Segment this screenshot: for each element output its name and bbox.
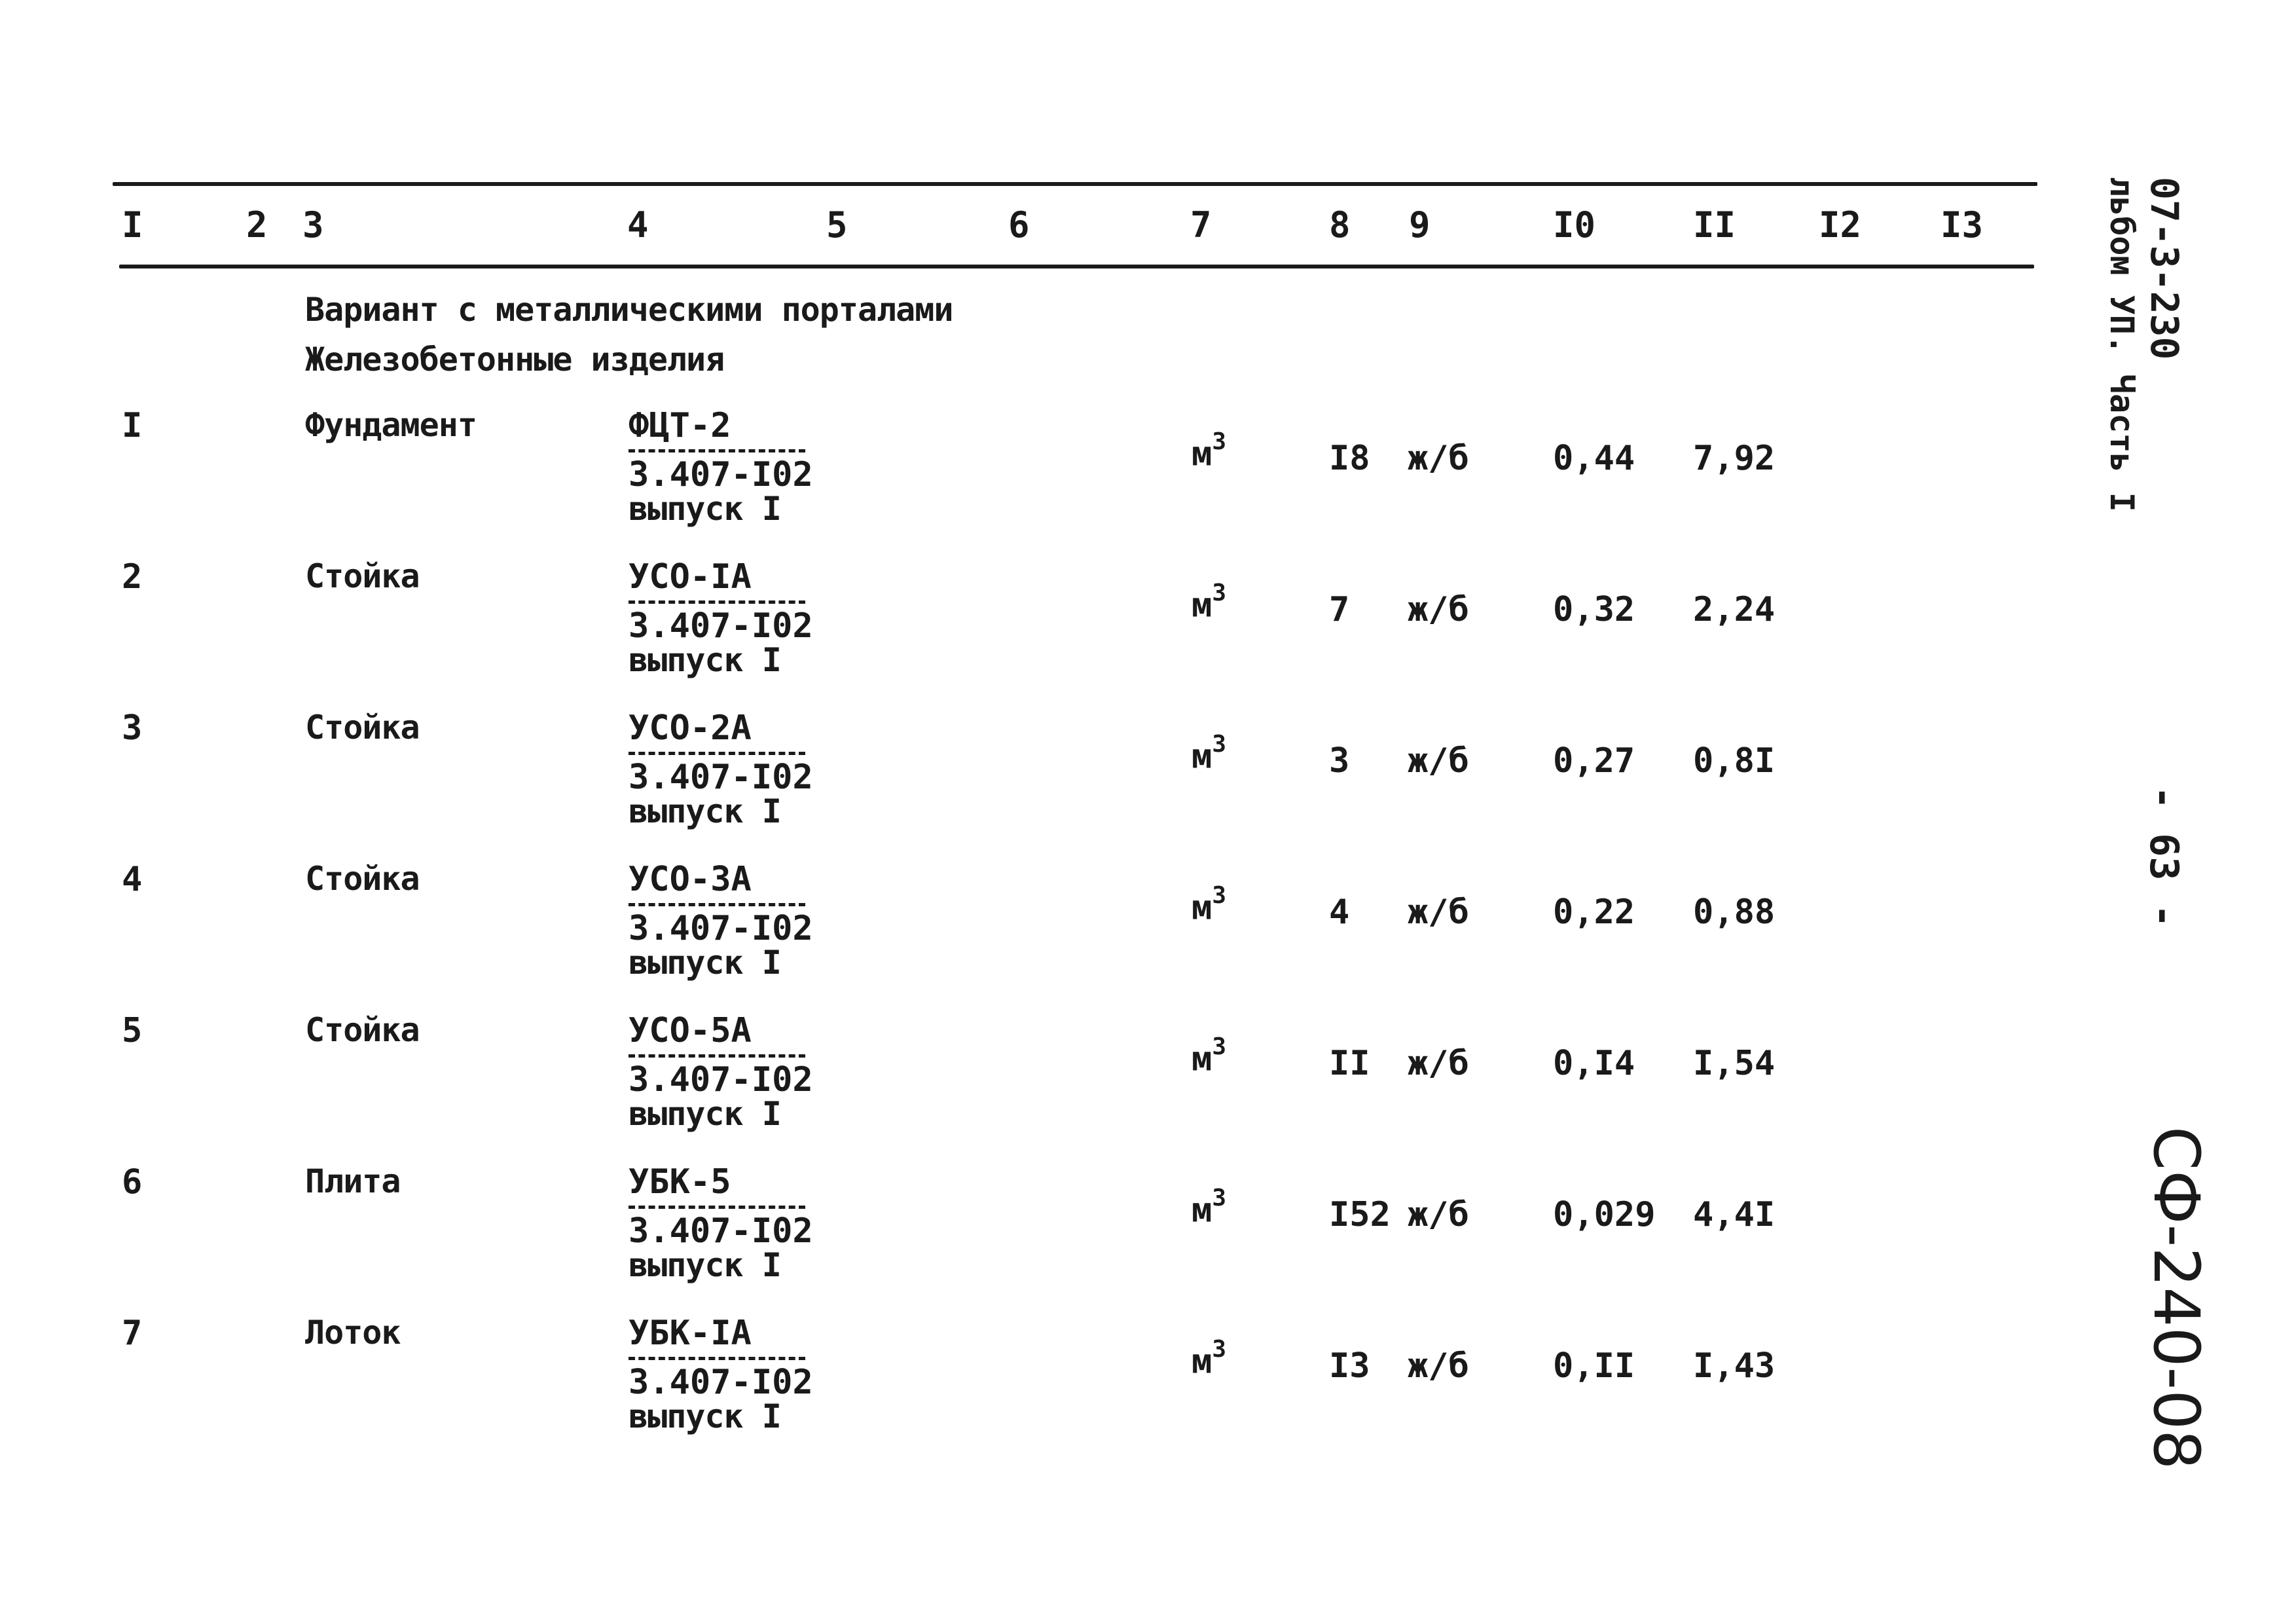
- item-quantity: I52: [1329, 1195, 1391, 1234]
- item-material: ж/б: [1408, 741, 1469, 781]
- item-name: Стойка: [305, 557, 420, 595]
- row-number: 7: [122, 1314, 143, 1353]
- table-row: [0, 1314, 2296, 1464]
- item-material: ж/б: [1408, 1044, 1469, 1083]
- unit-base: м: [1192, 585, 1212, 625]
- item-mark: УСО-2А: [629, 709, 752, 748]
- mark-divider: [629, 1054, 805, 1058]
- unit-base: м: [1192, 1039, 1212, 1079]
- item-document: 3.407-I02: [629, 758, 813, 797]
- item-total-volume: I,43: [1693, 1346, 1776, 1386]
- item-mark-block: [629, 1011, 813, 1131]
- item-unit-volume: 0,029: [1553, 1195, 1656, 1234]
- item-quantity: 7: [1329, 590, 1350, 629]
- table-row: [0, 406, 2296, 557]
- item-material: ж/б: [1408, 1346, 1469, 1386]
- item-issue: выпуск I: [629, 641, 781, 679]
- item-material: ж/б: [1408, 1195, 1469, 1234]
- item-name: Стойка: [305, 709, 420, 747]
- item-mark: ФЦТ-2: [629, 406, 731, 445]
- table-row: [0, 860, 2296, 1010]
- column-header-11: II: [1693, 204, 1736, 246]
- unit-base: м: [1192, 1190, 1212, 1230]
- side-album-label: льбом УП. Часть I: [2103, 177, 2141, 512]
- item-unit-volume: 0,44: [1553, 439, 1635, 478]
- item-mark-block: [629, 557, 813, 677]
- column-header-8: 8: [1329, 204, 1351, 246]
- section-variant-heading: Вариант с металлическими порталами: [305, 291, 953, 329]
- mark-divider: [629, 1206, 805, 1209]
- unit-base: м: [1192, 888, 1212, 928]
- item-unit: [1192, 1185, 1226, 1230]
- item-quantity: II: [1329, 1044, 1370, 1083]
- item-mark: УБК-IА: [629, 1314, 752, 1353]
- item-unit: [1192, 882, 1226, 928]
- item-unit-volume: 0,I4: [1553, 1044, 1635, 1083]
- mark-divider: [629, 903, 805, 906]
- item-unit-volume: 0,II: [1553, 1346, 1635, 1386]
- item-material: ж/б: [1408, 590, 1469, 629]
- item-issue: выпуск I: [629, 792, 781, 830]
- item-mark: УБК-5: [629, 1162, 731, 1202]
- unit-exponent: 3: [1212, 1033, 1226, 1060]
- item-quantity: 3: [1329, 741, 1350, 781]
- item-total-volume: 2,24: [1693, 590, 1776, 629]
- unit-base: м: [1192, 737, 1212, 777]
- item-document: 3.407-I02: [629, 1060, 813, 1099]
- unit-exponent: 3: [1212, 882, 1226, 909]
- column-header-3: 3: [302, 204, 324, 246]
- item-mark-block: [629, 1314, 813, 1433]
- unit-exponent: 3: [1212, 1185, 1226, 1211]
- item-mark: УСО-IА: [629, 557, 752, 597]
- table-row: [0, 557, 2296, 708]
- column-header-9: 9: [1409, 204, 1430, 246]
- table-row: [0, 1011, 2296, 1162]
- unit-exponent: 3: [1212, 731, 1226, 758]
- row-number: 2: [122, 557, 143, 597]
- item-total-volume: 4,4I: [1693, 1195, 1776, 1234]
- item-issue: выпуск I: [629, 944, 781, 982]
- row-number: 5: [122, 1011, 143, 1050]
- item-name: Плита: [305, 1162, 401, 1200]
- table-top-rule: [113, 182, 2037, 186]
- column-header-10: I0: [1553, 204, 1596, 246]
- item-total-volume: 0,88: [1693, 893, 1776, 932]
- header-bottom-rule: [119, 265, 2034, 268]
- item-unit-volume: 0,27: [1553, 741, 1635, 781]
- row-number: 4: [122, 860, 143, 899]
- mark-divider: [629, 752, 805, 755]
- item-unit: [1192, 580, 1226, 625]
- item-mark: УСО-5А: [629, 1011, 752, 1050]
- item-name: Стойка: [305, 1011, 420, 1049]
- item-mark-block: [629, 860, 813, 980]
- column-header-2: 2: [246, 204, 268, 246]
- item-total-volume: 0,8I: [1693, 741, 1776, 781]
- item-document: 3.407-I02: [629, 455, 813, 494]
- item-document: 3.407-I02: [629, 1211, 813, 1251]
- item-document: 3.407-I02: [629, 1363, 813, 1402]
- item-unit-volume: 0,32: [1553, 590, 1635, 629]
- item-issue: выпуск I: [629, 1095, 781, 1133]
- item-mark-block: [629, 1162, 813, 1282]
- column-header-6: 6: [1008, 204, 1030, 246]
- item-material: ж/б: [1408, 893, 1469, 932]
- item-document: 3.407-I02: [629, 909, 813, 948]
- item-name: Стойка: [305, 860, 420, 898]
- row-number: 3: [122, 709, 143, 748]
- unit-base: м: [1192, 1342, 1212, 1382]
- item-quantity: 4: [1329, 893, 1350, 932]
- item-unit: [1192, 1033, 1226, 1079]
- item-name: Фундамент: [305, 406, 477, 444]
- item-material: ж/б: [1408, 439, 1469, 478]
- item-unit: [1192, 731, 1226, 777]
- unit-base: м: [1192, 434, 1212, 474]
- mark-divider: [629, 449, 805, 452]
- item-document: 3.407-I02: [629, 606, 813, 646]
- mark-divider: [629, 600, 805, 604]
- item-mark: УСО-3А: [629, 860, 752, 899]
- item-unit: [1192, 428, 1226, 474]
- item-mark-block: [629, 709, 813, 828]
- item-mark-block: [629, 406, 813, 526]
- item-total-volume: I,54: [1693, 1044, 1776, 1083]
- unit-exponent: 3: [1212, 580, 1226, 606]
- side-handwritten-stamp: СФ-240-08: [2140, 1126, 2213, 1470]
- column-header-4: 4: [627, 204, 649, 246]
- item-issue: выпуск I: [629, 490, 781, 528]
- item-issue: выпуск I: [629, 1246, 781, 1284]
- row-number: I: [122, 406, 143, 445]
- side-document-code: 07-3-230: [2142, 177, 2187, 360]
- item-unit: [1192, 1336, 1226, 1382]
- item-name: Лоток: [305, 1314, 401, 1352]
- column-header-13: I3: [1941, 204, 1984, 246]
- item-issue: выпуск I: [629, 1397, 781, 1435]
- item-unit-volume: 0,22: [1553, 893, 1635, 932]
- side-page-number: - 63 -: [2141, 786, 2187, 928]
- table-row: [0, 709, 2296, 859]
- row-number: 6: [122, 1162, 143, 1202]
- column-header-5: 5: [826, 204, 848, 246]
- section-group-heading: Железобетонные изделия: [305, 341, 725, 378]
- mark-divider: [629, 1357, 805, 1360]
- column-header-1: I: [122, 204, 143, 246]
- item-quantity: I8: [1329, 439, 1370, 478]
- unit-exponent: 3: [1212, 1336, 1226, 1363]
- column-header-7: 7: [1190, 204, 1212, 246]
- table-row: [0, 1162, 2296, 1313]
- item-total-volume: 7,92: [1693, 439, 1776, 478]
- item-quantity: I3: [1329, 1346, 1370, 1386]
- column-header-12: I2: [1819, 204, 1862, 246]
- unit-exponent: 3: [1212, 428, 1226, 455]
